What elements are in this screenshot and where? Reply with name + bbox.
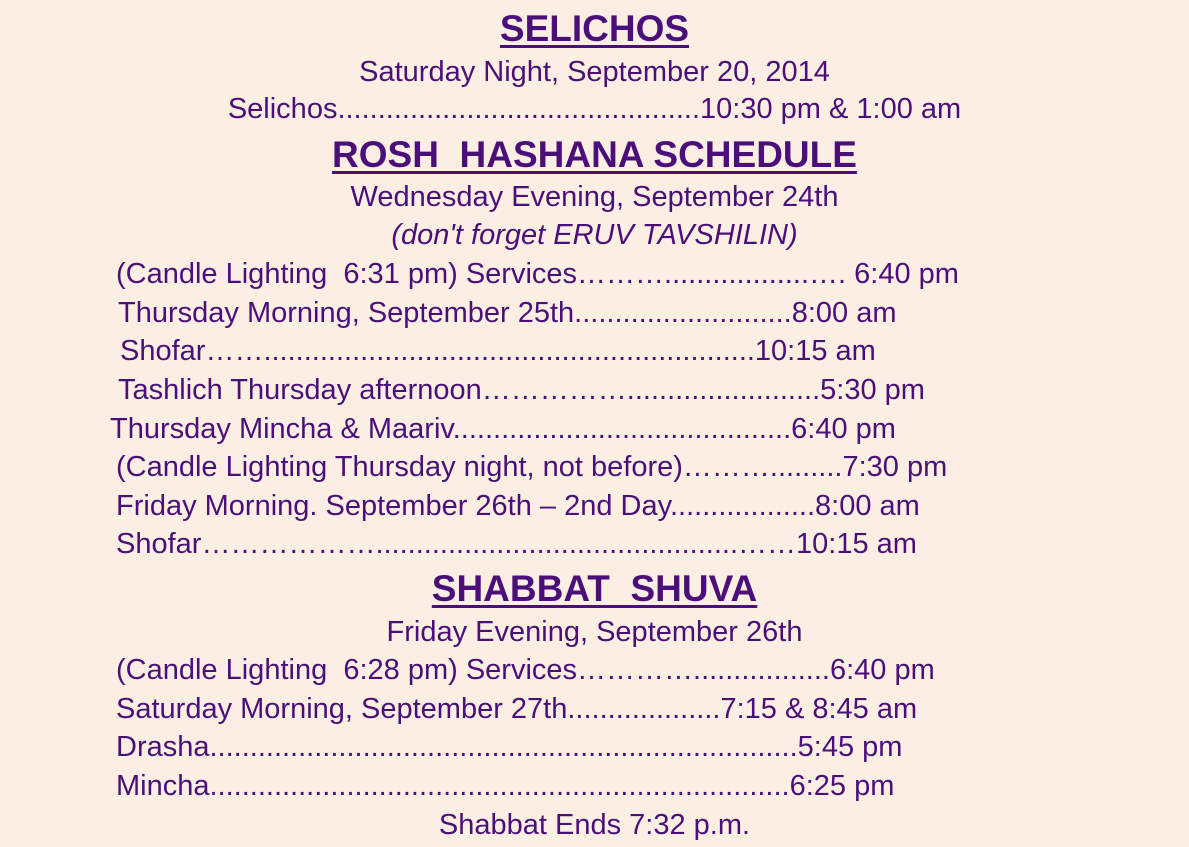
schedule-row: (Candle Lighting Thursday night, not before)……….........7:30 pm xyxy=(116,451,948,483)
schedule-row: Shofar……………….............................................……10:15 am xyxy=(116,528,917,560)
schedule-row: Mincha........................................................................6:25 pm xyxy=(116,770,895,802)
schedule-row: Drasha.........................................................................5:45 pm xyxy=(116,731,903,763)
schedule-row: Thursday Morning, September 25th...........................8:00 am xyxy=(118,297,897,329)
shabbat-ends: Shabbat Ends 7:32 p.m. xyxy=(438,809,751,841)
shabbat-shuva-date: Friday Evening, September 26th xyxy=(386,616,803,648)
shabbat-shuva-heading: SHABBAT SHUVA xyxy=(431,568,758,609)
schedule-row: Saturday Morning, September 27th...................7:15 & 8:45 am xyxy=(116,693,918,725)
schedule-row: Friday Morning. September 26th – 2nd Day..................8:00 am xyxy=(116,490,920,522)
selichos-date: Saturday Night, September 20, 2014 xyxy=(359,56,830,88)
rosh-hashana-date: Wednesday Evening, September 24th xyxy=(350,181,839,213)
selichos-times: Selichos.............................................10:30 pm & 1:00 am xyxy=(227,93,962,125)
schedule-row: Thursday Mincha & Maariv..........................................6:40 pm xyxy=(110,413,896,445)
schedule-row: (Candle Lighting 6:31 pm) Services………..................…. 6:40 pm xyxy=(116,258,959,290)
schedule-row: Shofar…….............................................................10:15 am xyxy=(120,335,876,367)
schedule-row: (Candle Lighting 6:28 pm) Services………….................6:40 pm xyxy=(116,654,935,686)
rosh-hashana-heading: ROSH HASHANA SCHEDULE xyxy=(332,134,857,175)
selichos-heading: SELICHOS xyxy=(499,8,690,49)
eruv-tavshilin-note: (don't forget ERUV TAVSHILIN) xyxy=(391,219,798,251)
schedule-row: Tashlich Thursday afternoon……………........................5:30 pm xyxy=(118,374,925,406)
